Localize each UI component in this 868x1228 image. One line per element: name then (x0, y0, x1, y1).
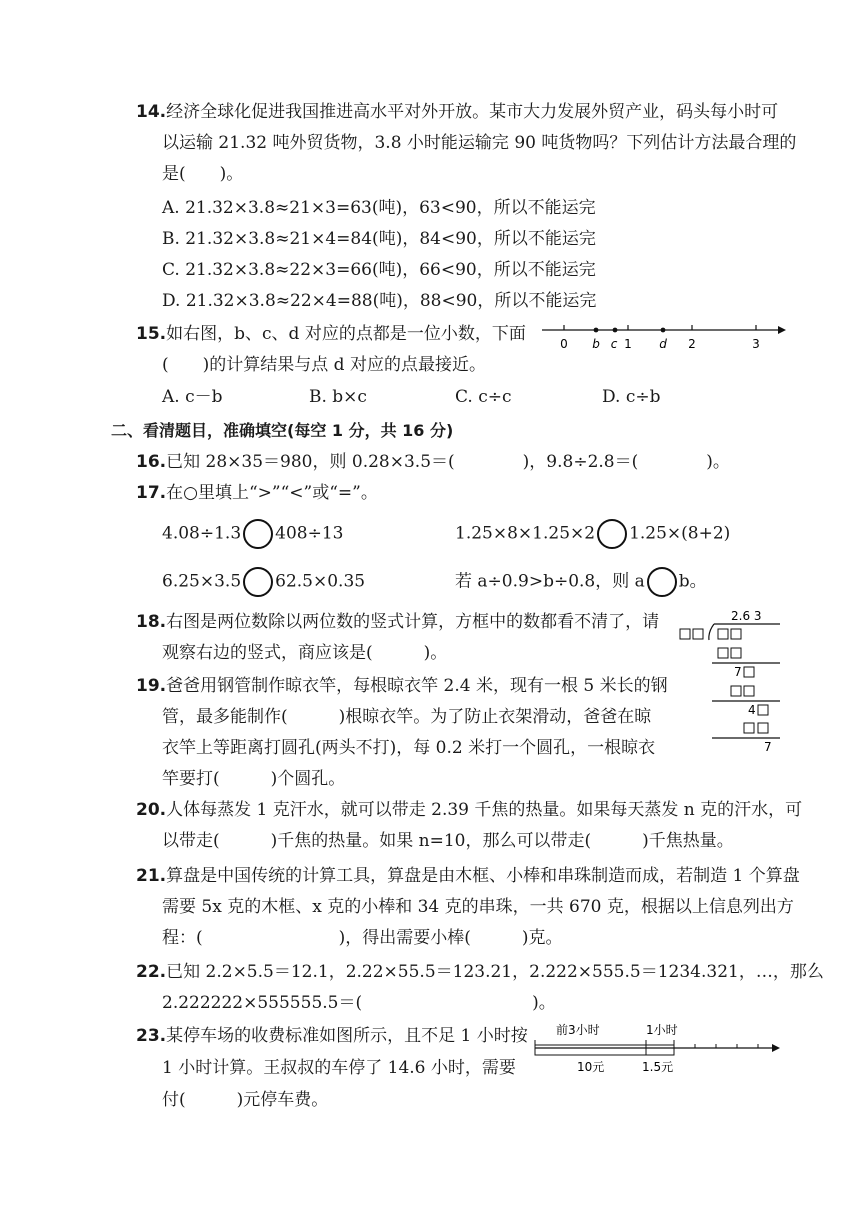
brace-bottom-2 (646, 1051, 674, 1055)
time-axis-arrow (772, 1044, 780, 1052)
product-box-2 (731, 648, 741, 658)
q19-line-2: 管，最多能制作( )根晾衣竿。为了防止衣架滑动，爸爸在晾 (162, 707, 652, 727)
q14-number: 14. (136, 102, 167, 122)
q17-item-1: 4.08÷1.3 408÷13 (162, 519, 343, 549)
label-d: d (659, 337, 667, 351)
remainder-digit-2: 4 (748, 703, 756, 717)
q14-option-d[interactable]: D. 21.32×3.8≈22×4=88(吨)，88<90，所以不能运完 (162, 291, 597, 311)
q15-line-1: 15.如右图，b、c、d 对应的点都是一位小数，下面 (136, 324, 526, 344)
q23-number: 23. (136, 1026, 167, 1046)
q15-option-c[interactable]: C. c÷c (455, 387, 512, 407)
division-bracket (709, 624, 714, 640)
q19-line-4: 竿要打( )个圆孔。 (162, 769, 346, 789)
section-2-heading: 二、看清题目，准确填空(每空 1 分，共 16 分) (111, 421, 454, 440)
q23-line-2: 1 小时计算。王叔叔的车停了 14.6 小时，需要 (162, 1058, 516, 1078)
brace-top-1 (535, 1040, 646, 1045)
q21-number: 21. (136, 866, 167, 886)
q14-line-3: 是( )。 (162, 164, 244, 184)
q14-option-c[interactable]: C. 21.32×3.8≈22×3=66(吨)，66<90，所以不能运完 (162, 260, 596, 280)
q19-line-3: 衣竿上等距离打圆孔(两头不打)，每 0.2 米打一个圆孔，一根晾衣 (162, 738, 656, 758)
q14-line-1: 14.经济全球化促进我国推进高水平对外开放。某市大力发展外贸产业，码头每小时可 (136, 102, 779, 122)
brace-top-2 (646, 1040, 674, 1045)
q17-line: 17.在○里填上“>”“<”或“=”。 (136, 483, 378, 503)
label-1-5-yuan: 1.5元 (642, 1060, 674, 1074)
q19-line-1: 19.爸爸用钢管制作晾衣竿，每根晾衣竿 2.4 米，现有一根 5 米长的钢 (136, 676, 668, 696)
label-b: b (592, 337, 600, 351)
q20-line-2: 以带走( )千焦的热量。如果 n=10，那么可以带走( )千焦热量。 (162, 831, 734, 851)
product-box-5 (744, 723, 754, 733)
q22-line-1: 22.已知 2.2×5.5＝12.1，2.22×55.5＝123.21，2.222×555.5＝1234.321，…，那么 (136, 962, 824, 982)
compare-circle-1[interactable] (243, 519, 273, 549)
label-3: 3 (752, 337, 760, 351)
q17-item-4: 若 a÷0.9>b÷0.8，则 a b。 (455, 567, 707, 597)
q22-line-2: 2.222222×555555.5＝( )。 (162, 993, 556, 1013)
remainder-box-1 (744, 667, 754, 677)
label-first-3-hours: 前3小时 (556, 1023, 600, 1037)
q16-line: 16.已知 28×35＝980，则 0.28×3.5＝( )，9.8÷2.8＝( )。 (136, 452, 730, 472)
q21-line-2: 需要 5x 克的木框、x 克的小棒和 34 克的串珠，一共 670 克，根据以上信息列出方 (162, 897, 794, 917)
q23-line-1: 23.某停车场的收费标准如图所示，且不足 1 小时按 (136, 1026, 528, 1046)
q14-line-2: 以运输 21.32 吨外贸货物，3.8 小时能运输完 90 吨货物吗？下列估计方法最合理的 (162, 133, 797, 153)
q19-number: 19. (136, 676, 167, 696)
q16-number: 16. (136, 452, 167, 472)
q14-option-b[interactable]: B. 21.32×3.8≈21×4=84(吨)，84<90，所以不能运完 (162, 229, 596, 249)
q15-option-b[interactable]: B. b×c (309, 387, 367, 407)
label-1: 1 (624, 337, 632, 351)
remainder-digit-1: 7 (734, 665, 742, 679)
label-1-hour: 1小时 (646, 1023, 678, 1037)
q15-option-d[interactable]: D. c÷b (602, 387, 661, 407)
point-d (661, 328, 666, 333)
q18-number: 18. (136, 612, 167, 632)
q17-item-2: 1.25×8×1.25×2 1.25×(8+2) (455, 519, 730, 549)
parking-fee-diagram (532, 1020, 787, 1078)
compare-circle-2[interactable] (597, 519, 627, 549)
label-0: 0 (560, 337, 568, 351)
divisor-box-2 (693, 629, 703, 639)
product-box-1 (718, 648, 728, 658)
brace-bottom-1 (535, 1051, 646, 1055)
compare-circle-3[interactable] (243, 567, 273, 597)
quotient: 2.6 3 (731, 609, 762, 623)
final-remainder: 7 (764, 740, 772, 754)
q21-line-3: 程：( )，得出需要小棒( )克。 (162, 928, 563, 948)
q18-line-2: 观察右边的竖式，商应该是( )。 (162, 643, 448, 663)
q15-number: 15. (136, 324, 167, 344)
label-c: c (610, 337, 618, 351)
q17-number: 17. (136, 483, 167, 503)
q15-line-2: ( )的计算结果与点 d 对应的点最接近。 (162, 355, 486, 375)
compare-circle-4[interactable] (647, 567, 677, 597)
q17-item-3: 6.25×3.5 62.5×0.35 (162, 567, 365, 597)
label-10-yuan: 10元 (577, 1060, 605, 1074)
dividend-box-2 (731, 629, 741, 639)
remainder-box-2 (758, 705, 768, 715)
product-box-4 (744, 686, 754, 696)
long-division-diagram (676, 606, 784, 756)
label-2: 2 (688, 337, 696, 351)
q14-option-a[interactable]: A. 21.32×3.8≈21×3=63(吨)，63<90，所以不能运完 (162, 198, 596, 218)
product-box-3 (731, 686, 741, 696)
q23-line-3: 付( )元停车费。 (162, 1090, 329, 1110)
point-c (613, 328, 618, 333)
number-line-arrow (778, 326, 786, 334)
q20-line-1: 20.人体每蒸发 1 克汗水，就可以带走 2.39 千焦的热量。如果每天蒸发 n 克的汗水，可 (136, 800, 803, 820)
q15-option-a[interactable]: A. c－b (162, 387, 223, 407)
number-line-diagram (540, 318, 790, 354)
q22-number: 22. (136, 962, 167, 982)
q21-line-1: 21.算盘是中国传统的计算工具，算盘是由木框、小棒和串珠制造而成，若制造 1 个算盘 (136, 866, 800, 886)
product-box-6 (758, 723, 768, 733)
point-b (594, 328, 599, 333)
q18-line-1: 18.右图是两位数除以两位数的竖式计算，方框中的数都看不清了，请 (136, 612, 660, 632)
dividend-box-1 (718, 629, 728, 639)
divisor-box-1 (680, 629, 690, 639)
q20-number: 20. (136, 800, 167, 820)
